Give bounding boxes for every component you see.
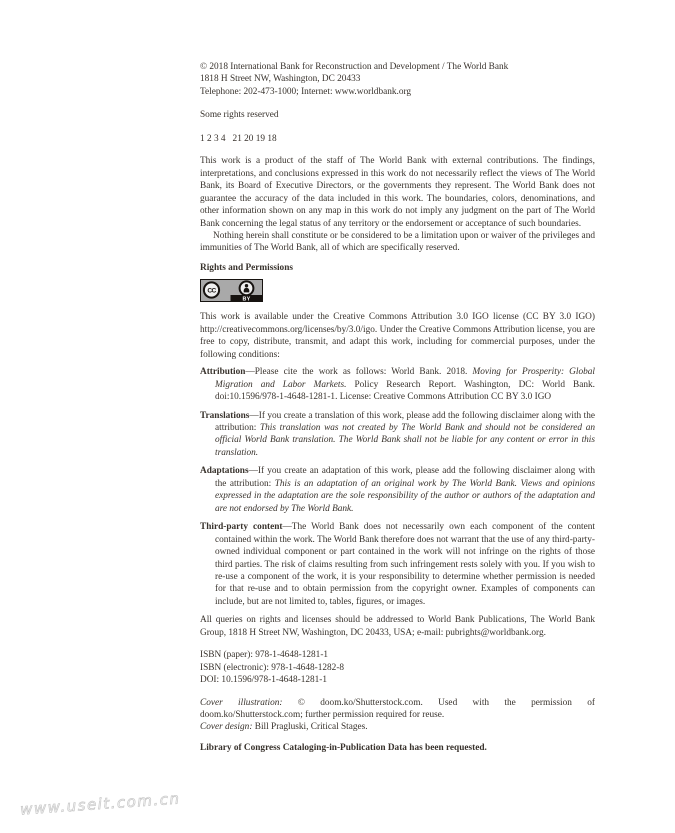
isbn-paper-line: ISBN (paper): 978-1-4648-1281-1: [200, 650, 329, 661]
license-condition-adaptations: Adaptations—If you create an adaptation of this work, please add the following disclaimer along with the attribution: This is an adaptation of an original work by The World Bank. Views and opinions expressed in the adaptation are the sole responsibility of the author or authors of the adaptation and are not endorsed by The World Bank.: [200, 466, 596, 514]
cover-credits-block: [200, 697, 595, 734]
cover-illustration-credit: Cover illustration: © doom.ko/Shutterstock.com. Used with the permission of doom.ko/Shutterstock.com; further permission required for reuse.: [200, 697, 596, 721]
license-intro-paragraph: This work is available under the Creative Commons Attribution 3.0 IGO license (CC BY 3.0 IGO) http://creativecommons.org/licenses/by/3.0/igo. Under the Creative Commons Attribution license, you are free to copy, distribute, transmit, and adapt this work, including for commercial purposes, under the following conditions:: [200, 312, 595, 360]
copyright-block: [200, 61, 595, 98]
rights-permissions-heading: Rights and Permissions: [200, 262, 293, 273]
immunities-paragraph: Nothing herein shall constitute or be considered to be a limitation upon or waiver of the privileges and immunities of The World Bank, all of which are specifically reserved.: [200, 230, 595, 254]
doi-line: DOI: 10.1596/978-1-4648-1281-1: [200, 675, 328, 686]
page-content: [200, 61, 595, 754]
cover-design-credit: Cover design: Bill Pragluski, Critical Stages.: [200, 722, 368, 733]
printing-numbers-line: 1 2 3 4 21 20 19 18: [200, 133, 277, 144]
license-condition-third-party: Third-party content—The World Bank does not necessarily own each component of the content contained within the work. The World Bank therefore does not warrant that the use of any third-party-owned individual component or part contained in the work will not infringe on the rights of those third parties. The risk of claims resulting from such infringement rests solely with you. If you wish to re-use a component of the work, it is your responsibility to determine whether permission is needed for that re-use and to obtain permission from the copyright owner. Examples of components can include, but are not limited to, tables, figures, or images.: [200, 522, 595, 607]
watermark: www.useit.com.cn: [19, 789, 181, 819]
loc-cataloging-line: Library of Congress Cataloging-in-Publication Data has been requested.: [200, 742, 487, 753]
telephone-internet-line: Telephone: 202-473-1000; Internet: www.worldbank.org: [200, 86, 412, 97]
isbn-electronic-line: ISBN (electronic): 978-1-4648-1282-8: [200, 662, 345, 673]
identifiers-block: [200, 649, 595, 686]
copyright-line: © 2018 International Bank for Reconstruction and Development / The World Bank: [200, 62, 509, 72]
license-condition-attribution: Attribution—Please cite the work as follows: World Bank. 2018. Moving for Prosperity: Global Migration and Labor Markets. Policy Research Report. Washington, DC: World Bank. doi:10.1596/978-1-4648-1281-1. License: Creative Commons Attribution CC BY 3.0 IGO: [200, 367, 596, 403]
rights-reserved-line: Some rights reserved: [200, 110, 279, 121]
queries-paragraph: All queries on rights and licenses should be addressed to World Bank Publications, The World Bank Group, 1818 H Street NW, Washington, DC 20433, USA; e-mail: pubrights@worldbank.org.: [200, 615, 595, 638]
cc-label: CC: [207, 287, 216, 295]
by-label: BY: [242, 297, 251, 303]
license-condition-translations: Translations—If you create a translation of this work, please add the following disclaimer along with the attribution: This translation was not created by The World Bank and should not be considered an official World Bank translation. The World Bank shall not be liable for any content or error in this translation.: [200, 410, 595, 458]
cc-by-badge: [200, 279, 595, 302]
address-line: 1818 H Street NW, Washington, DC 20433: [200, 74, 361, 85]
cc-by-badge-graphic: [200, 279, 263, 302]
disclaimer-paragraph: This work is a product of the staff of The World Bank with external contributions. The findings, interpretations, and conclusions expressed in this work do not necessarily reflect the views of The World Bank, its Board of Executive Directors, or the governments they represent. The World Bank does not guarantee the accuracy of the data included in this work. The boundaries, colors, denominations, and other information shown on any map in this work do not imply any judgment on the part of The World Bank concerning the legal status of any territory or the endorsement or acceptance of such boundaries.: [200, 156, 595, 229]
